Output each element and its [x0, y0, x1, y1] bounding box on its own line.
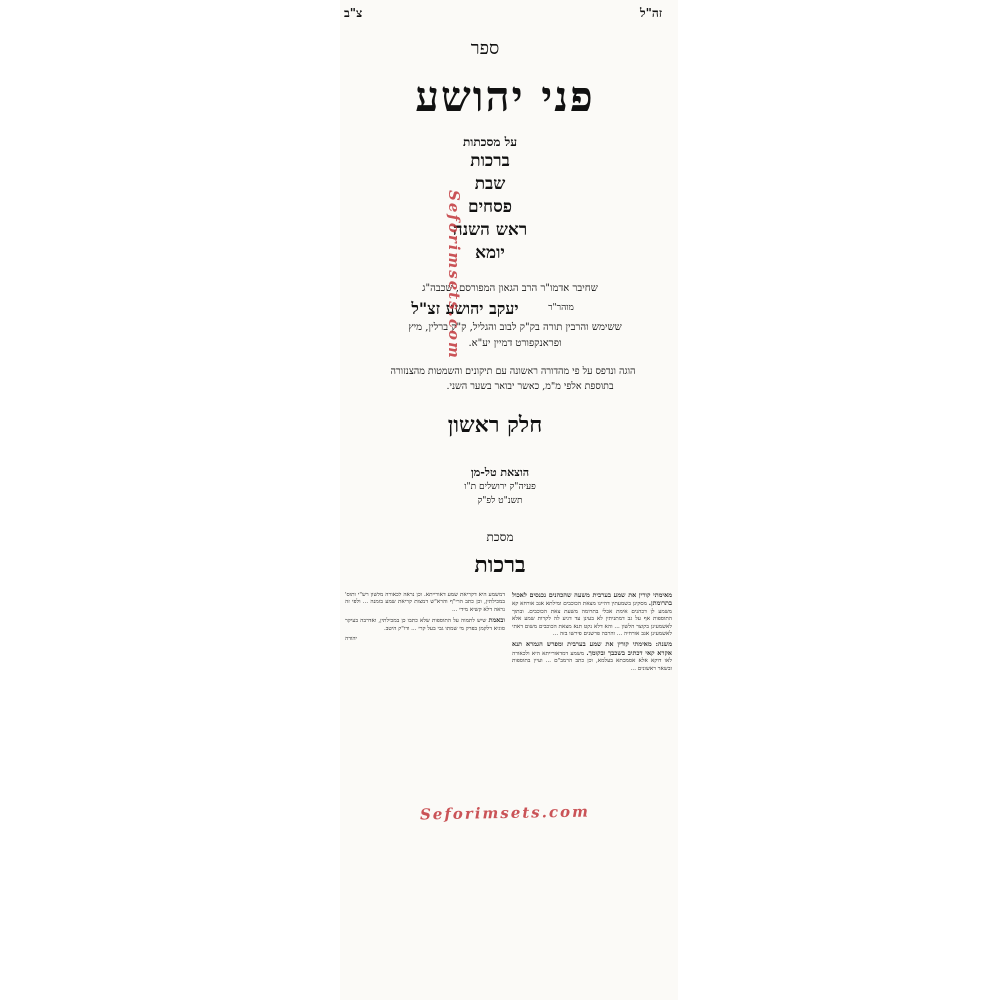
sefer-label: ספר [470, 38, 500, 59]
masechet-item: שבת [474, 174, 506, 194]
column-text: דמשמע היא דקריאת שמע דאורייתא. וכן נראה לכאורה מלשון רש"י ותוס' במכילתין, וכן כתב הרי"ף והרא"ש דמצות קריאת שמע בזמנה ... ולפי זה נראה דלא קשיא מידי ... [345, 592, 505, 613]
header-right: זה"ל [640, 6, 663, 20]
header-left: צ"ב [344, 6, 363, 20]
column-text: משמע דמדאורייתא היא ולכאורה לאו דוקא אלא אסמכתא בעלמא, וכן כתב הרמב"ם ... ועיין בתוספות ובשאר ראשונים ... [512, 650, 672, 672]
main-title: פני יהושע [415, 72, 595, 121]
publisher-year: תשנ"ט לפ"ק [477, 496, 523, 506]
masechet-item: ברכות [470, 151, 510, 171]
watermark-horizontal: Seforimsets.com [419, 802, 591, 824]
text-column-right [512, 592, 672, 997]
column-text: מסקינן בשמעתין דהיינו מצאת הכוכבים ומילתא אגב אורחא קא משמע לן דכהנים אימת אכלי בתרומה משעת צאת הכוכבים. ובתוך התוספות אף על גב דמתניתין לא בעינן עד דגיע לה לקרות שמע אלא לאשמעינן בקוצר הלשון ... והא דלא נקט תנא מצאת הכוכבים משום דאתי לאשמעינן אגב אורחיה ... והרבה פרשנים פירשו בזה ... [512, 601, 672, 638]
author-line1: שחיבר אדמו"ר הרב הגאון המפורסם, שכבה"ג [422, 283, 598, 294]
masechet-item: פסחים [467, 197, 513, 217]
author-line3: ששימש והרבין תורה בק"ק לבוב והגליל, ק"ק ברלין, מיץ [408, 322, 622, 333]
part-label: חלק ראשון [447, 412, 543, 438]
masechet-item: ראש השנה [452, 220, 528, 240]
author-name: יעקב יהושע זצ"ל [411, 299, 519, 318]
column-heading: משנה: מאימתי קורין את שמע בערבית ומפרש הגמרא תנא אקרא קאי דכתיב בשכבך ובקומך. [512, 640, 672, 657]
edition-line2: בתוספת אלפי מ"מ, כאשר יבואר בשער השני. [446, 381, 614, 392]
publisher-city: פעיה"ק ירושלים ת"ו [464, 482, 536, 492]
publisher-name: הוצאת טל-מן [470, 466, 530, 479]
al-masechtot: על מסכתות [462, 135, 518, 149]
masechet-item: יומא [475, 243, 505, 263]
column-footer: יהודה [345, 636, 358, 643]
author-line4: ופראנקפורט דמיין יע"א. [468, 338, 562, 349]
masechet-name: ברכות [474, 552, 526, 578]
masechet-label: מסכת [486, 530, 514, 544]
text-column-left [345, 592, 505, 997]
author-honorific: מוהר"ר [548, 303, 574, 313]
column-heading: ובאמת [488, 616, 505, 625]
watermark-vertical: Seforimsets.com [445, 190, 463, 360]
column-text: שיש לתמוה על התוספות שלא כתבו כן במכילתין, ואדרבה בעיקר סוגיא דלקמן בפרק מי שמתו גבי בעל קרי ... ודו"ק היטב. [345, 618, 505, 632]
edition-line1: הוגה ונדפס על פי מהדורה ראשונה עם תיקונים והשמטות מהצנזורה [390, 366, 636, 377]
column-heading: מאימתי קורין את שמע בערבית משעה שהכהנים נכנסים לאכול בתרומתן. [512, 592, 672, 608]
